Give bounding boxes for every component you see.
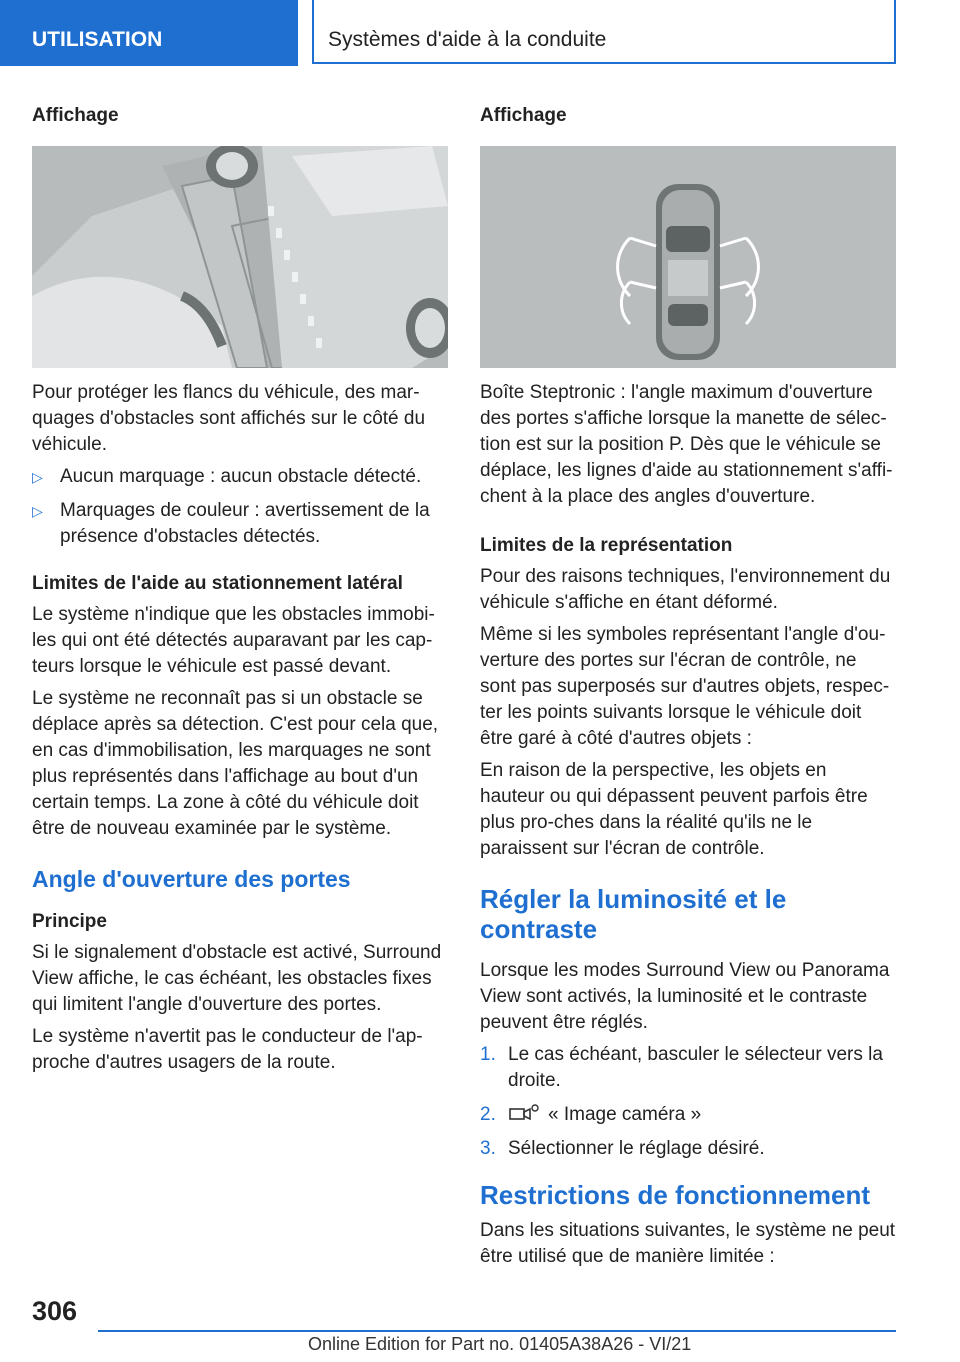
limits-paragraph-1: Le système n'indique que les obstacles immobi-les qui ont été détectés auparavant par les cap-teurs lorsque le véhicule est passé devant. <box>32 604 435 677</box>
restrictions-heading: Restrictions de fonctionnement <box>480 1180 871 1210</box>
representation-title: Limites de la représentation <box>480 535 733 556</box>
restrictions-paragraph: Dans les situations suivantes, le système ne peut être utilisé que de manière limitée : <box>480 1220 896 1267</box>
brightness-heading: Régler la luminosité et le contraste <box>480 884 787 944</box>
triangle-bullet-icon: ▷ <box>32 469 43 485</box>
display-label-left: Affichage <box>32 105 119 126</box>
left-column <box>32 102 448 1082</box>
list-item: ▷ Marquages de couleur : avertissement de la présence d'obstacles détectés. <box>32 500 430 547</box>
limits-paragraph-2: Le système ne reconnaît pas si un obstacle se déplace après sa détection. C'est pour cela que, en cas d'immobilisation, les marquages ne sont plus représentés dans l'affichage au bout d'un certain temps. La zone à côté du véhicule doit être de nouveau examinée par le système. <box>32 688 439 839</box>
list-item: 1. Le cas échéant, basculer le sélecteur vers la droite. <box>480 1044 883 1091</box>
page-header <box>0 0 960 66</box>
representation-paragraph-1: Pour des raisons techniques, l'environnement du véhicule s'affiche en étant déformé. <box>480 566 891 613</box>
limits-title: Limites de l'aide au stationnement latéral <box>32 573 403 594</box>
top-view-illustration <box>480 146 896 368</box>
section-tab: UTILISATION <box>0 0 298 66</box>
intro-paragraph: Pour protéger les flancs du véhicule, des mar-quages d'obstacles sont affichés sur le côté du véhicule. <box>32 382 426 455</box>
principle-title: Principe <box>32 911 107 932</box>
side-view-illustration <box>32 146 448 368</box>
list-item: 2. « Image caméra » <box>480 1104 702 1125</box>
representation-paragraph-2: Même si les symboles représentant l'angle d'ou-verture des portes sur l'écran de contrôle, ne sont pas superposés sur d'autres objets, respec-ter les points suivants lorsque le véhicule doit être garé à côté d'autres objets : <box>480 624 890 749</box>
list-item: 3. Sélectionner le réglage désiré. <box>480 1138 765 1159</box>
list-item: ▷ Aucun marquage : aucun obstacle détecté. <box>32 464 448 490</box>
triangle-bullet-icon: ▷ <box>32 503 43 519</box>
principle-paragraph-1: Si le signalement d'obstacle est activé, Surround View affiche, le cas échéant, les obstacles fixes qui limitent l'angle d'ouverture des portes. <box>32 942 442 1015</box>
marking-list <box>32 464 448 550</box>
brightness-paragraph: Lorsque les modes Surround View ou Panorama View sont activés, la luminosité et le contraste peuvent être réglés. <box>480 960 890 1033</box>
camera-settings-icon <box>508 1103 540 1123</box>
page-number: 306 <box>32 1296 78 1326</box>
right-column <box>480 102 896 1276</box>
edition-text: Online Edition for Part no. 01405A38A26 - VI/21 <box>308 1334 692 1354</box>
principle-paragraph-2: Le système n'avertit pas le conducteur de l'ap-proche d'autres usagers de la route. <box>32 1026 423 1073</box>
door-angle-heading: Angle d'ouverture des portes <box>32 866 351 892</box>
steptronic-paragraph: Boîte Steptronic : l'angle maximum d'ouverture des portes s'affiche lorsque la manette de sélec-tion est sur la position P. Dès que le véhicule se déplace, les lignes d'aide au stationnement s'affi-chent à la place des angles d'ouverture. <box>480 382 893 507</box>
steps-list <box>480 1042 896 1162</box>
display-label-right: Affichage <box>480 105 567 126</box>
representation-paragraph-3: En raison de la perspective, les objets en hauteur ou qui dépassent peuvent parfois être plus pro-ches dans la réalité qu'ils ne le paraissent sur l'écran de contrôle. <box>480 760 868 859</box>
chapter-title: Systèmes d'aide à la conduite <box>312 0 896 64</box>
footer-divider <box>98 1330 896 1332</box>
